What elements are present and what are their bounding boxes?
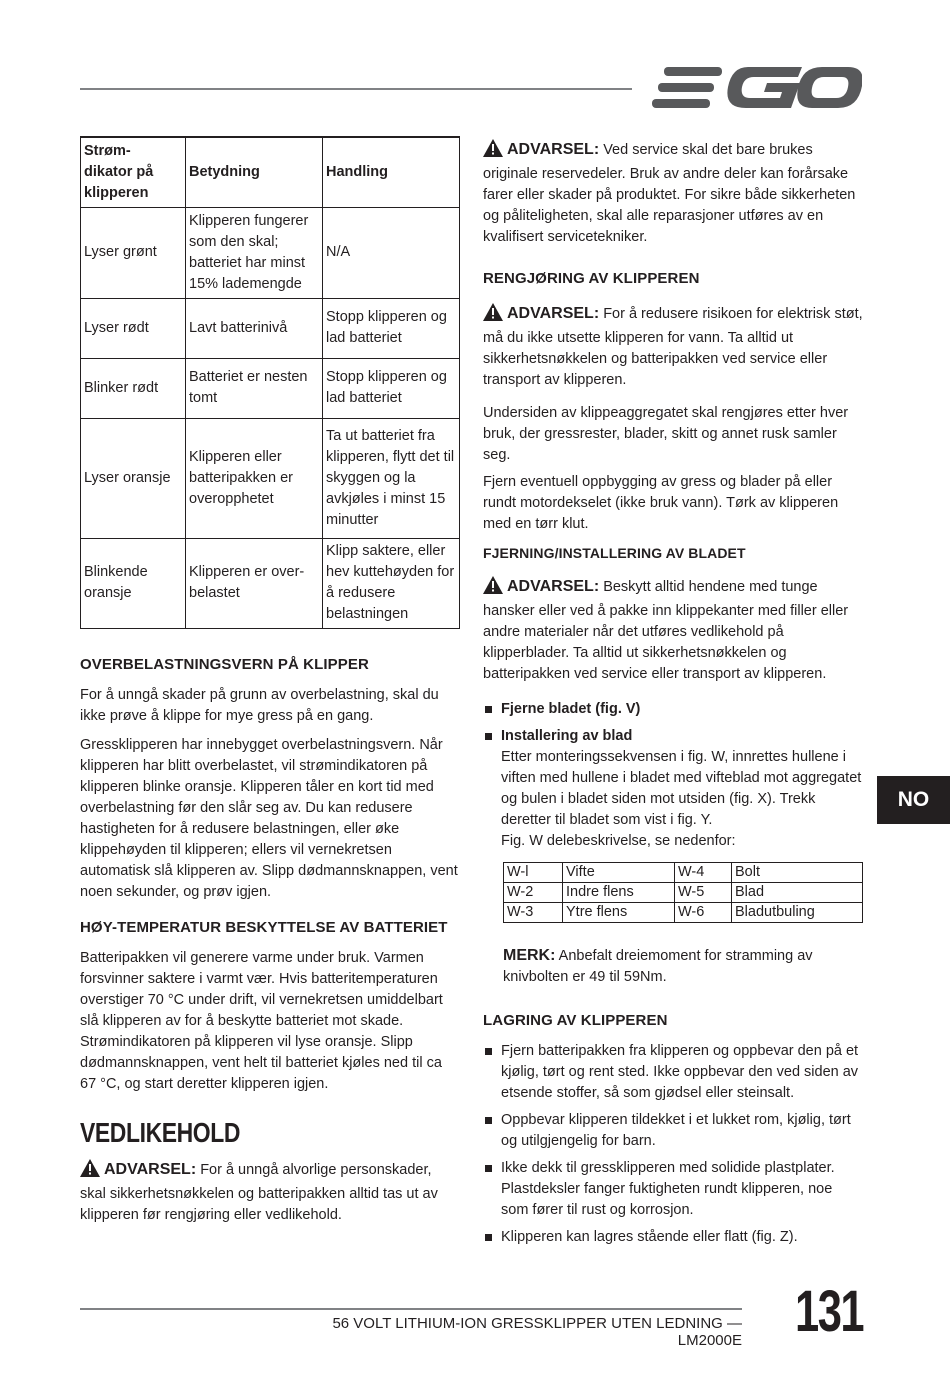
left-column	[80, 654, 458, 1226]
overload-paragraph-1: For å unngå skader på grunn av overbelastning, skal du ikke prøve å klippe for mye gress på en gang.	[80, 687, 439, 724]
table-row	[81, 538, 460, 628]
table-cell: W-2	[504, 883, 563, 903]
warning-text: Beskytt alltid hendene med tunge hansker eller ved å pakke inn klippekanter med filler eller andre materialer når det utføres vedlikehold på klipperblader. Ta alltid ut sikkerhetsnøkkelen og batteripakken ved service eller transport av klipperen.	[483, 579, 849, 682]
table-header-cell: Strøm- dikator på klipperen	[81, 137, 186, 207]
table-row	[504, 863, 863, 883]
service-warning	[483, 139, 863, 248]
temp-heading: HØY-TEMPERATUR BESKYTTELSE AV BATTERIET	[80, 919, 448, 936]
warning-text: For å redusere risikoen for elektrisk støt, må du ikke utsette klipperen for vann. Ta alltid ut sikkerhetsnøkkelen og batteripakken ved service eller transport av klipperen.	[483, 306, 863, 388]
indicator-table	[80, 136, 460, 629]
table-cell: N/A	[323, 207, 460, 298]
warning-icon	[483, 303, 503, 328]
temp-paragraph: Batteripakken vil generere varme under bruk. Varmen forsvinner saktere i varmt vær. Hvis batteritemperaturen overstiger 70 °C under drift, vil vernekretsen umiddelbart slå klipperen av for å beskytte batteriet mot skade. Strømindikatoren på klipperen vil lyse oransje. Slipp dødmannsknappen, vent helt til batteriet kjøles ned til ca 67 °C, og start deretter klipperen igjen.	[80, 950, 443, 1092]
warning-label: ADVARSEL:	[104, 1161, 197, 1178]
install-blade-item: Installering av blad	[483, 726, 863, 747]
table-header-row	[81, 137, 460, 207]
list-item: Oppbevar klipperen tildekket i et lukket rom, kjølig, tørt og utilgjengelig for barn.	[483, 1110, 863, 1152]
maintenance-warning	[80, 1159, 458, 1226]
right-column	[483, 139, 863, 1248]
table-cell: Klipp saktere, eller hev kuttehøyden for å redusere belastningen	[323, 538, 460, 628]
table-cell: Blad	[732, 883, 863, 903]
table-cell: Bladutbuling	[732, 903, 863, 923]
parts-table	[503, 862, 863, 923]
torque-note	[483, 945, 863, 988]
table-cell: Indre flens	[563, 883, 675, 903]
table-cell: Stopp klipperen og lad batteriet	[323, 358, 460, 418]
blade-heading: FJERNING/INSTALLERING AV BLADET	[483, 545, 746, 561]
warning-label: ADVARSEL:	[507, 578, 600, 595]
overload-heading: OVERBELASTNINGSVERN PÅ KLIPPER	[80, 656, 369, 673]
table-cell: Lyser oransje	[81, 418, 186, 538]
cleaning-paragraph-1: Undersiden av klippeaggregatet skal rengjøres etter hver bruk, der gressrester, blader, skitt og annet rusk samler seg.	[483, 405, 849, 463]
table-row	[81, 207, 460, 298]
ego-logo	[652, 64, 862, 112]
table-row	[81, 418, 460, 538]
table-cell: W-3	[504, 903, 563, 923]
list-item: Ikke dekk til gressklipperen med solidide plastplater. Plastdeksler fanger fuktigheten rundt klipperen, noe som fører til rust og korrosjon.	[483, 1158, 863, 1221]
table-row	[81, 298, 460, 358]
overload-paragraph-2: Gressklipperen har innebygget overbelastningsvern. Når klipperen har blitt overbelastet, vil strømindikatoren på klipperen blinke oransje. Klipperen tåler en kort tid med overbelastning før den slår seg av. Du kan redusere hastigheten for å redusere belastningen, eller øke klippehøyden til klipperen; ellers vil vernekretsen automatisk slå klipperen av. Slipp dødmannsknappen, vent noen sekunder, og prøv igjen.	[80, 737, 458, 900]
maintenance-heading: VEDLIKEHOLD	[80, 1117, 241, 1148]
note-text: Anbefalt dreiemoment for stramming av knivbolten er 49 til 59Nm.	[503, 948, 813, 985]
table-cell: Ytre flens	[563, 903, 675, 923]
table-cell: Bolt	[732, 863, 863, 883]
table-cell: Blinker rødt	[81, 358, 186, 418]
table-cell: Batteriet er nesten tomt	[186, 358, 323, 418]
table-cell: Lyser grønt	[81, 207, 186, 298]
table-header-cell: Betydning	[186, 137, 323, 207]
table-cell: Klipperen eller batteripakken er overopphetet	[186, 418, 323, 538]
table-row	[504, 883, 863, 903]
note-label: MERK:	[503, 947, 556, 964]
warning-text: For å unngå alvorlige personskader, skal sikkerhetsnøkkelen og batteripakken alltid tas ut av klipperen før rengjøring eller vedlikehold.	[80, 1162, 438, 1223]
table-cell: Lyser rødt	[81, 298, 186, 358]
language-tab: NO	[877, 776, 950, 824]
warning-label: ADVARSEL:	[507, 141, 600, 158]
footer-text: 56 VOLT LITHIUM-ION GRESSKLIPPER UTEN LEDNING — LM2000E	[332, 1315, 742, 1349]
install-blade-text: Etter monteringssekvensen i fig. W, innrettes hullene i viften med hullene i bladet med vifteblad mot aggregatet og bulen i bladet siden mot utsiden (fig. X). Trekk deretter til bladet som vist i fig. Y.	[501, 749, 862, 828]
warning-label: ADVARSEL:	[507, 305, 600, 322]
warning-icon	[483, 576, 503, 601]
table-cell: W-4	[675, 863, 732, 883]
cleaning-heading: RENGJØRING AV KLIPPEREN	[483, 270, 700, 287]
table-cell: W-l	[504, 863, 563, 883]
indicator-table-wrap	[80, 136, 460, 629]
page-number: 131	[795, 1279, 864, 1344]
table-cell: W-5	[675, 883, 732, 903]
table-row	[81, 358, 460, 418]
warning-text: Ved service skal det bare brukes originale reservedeler. Bruk av andre deler kan forårsake farer eller skader på produktet. For sikre både sikkerheten og påliteligheten, skal alle reparasjoner utføres av en kvalifisert servicetekniker.	[483, 142, 856, 245]
blade-warning	[483, 576, 863, 685]
table-cell: Ta ut batteriet fra klipperen, flytt det til skyggen og la avkjøles i minst 15 minutter	[323, 418, 460, 538]
warning-icon	[483, 139, 503, 164]
table-cell: Blinkende oransje	[81, 538, 186, 628]
list-item: Fjern batteripakken fra klipperen og oppbevar den på et kjølig, tørt og rent sted. Ikke oppbevar den ved siden av etsende stoffer, så som gjødsel eller steinsalt.	[483, 1041, 863, 1104]
storage-heading: LAGRING AV KLIPPEREN	[483, 1012, 668, 1029]
table-cell: Lavt batterinivå	[186, 298, 323, 358]
cleaning-warning	[483, 303, 863, 391]
header-rule	[80, 88, 632, 90]
table-header-cell: Handling	[323, 137, 460, 207]
footer-rule	[80, 1308, 742, 1310]
table-cell: Stopp klipperen og lad batteriet	[323, 298, 460, 358]
table-cell: Klipperen er over-belastet	[186, 538, 323, 628]
table-cell: W-6	[675, 903, 732, 923]
remove-blade-item: Fjerne bladet (fig. V)	[483, 699, 863, 720]
table-row	[504, 903, 863, 923]
warning-icon	[80, 1159, 100, 1184]
table-cell: Vifte	[563, 863, 675, 883]
cleaning-paragraph-2: Fjern eventuell oppbygging av gress og blader på eller rundt motordekselet (ikke bruk vann). Tørk av klipperen med en tørr klut.	[483, 474, 839, 532]
install-blade-text-2: Fig. W delebeskrivelse, se nedenfor:	[501, 833, 736, 849]
list-item: Klipperen kan lagres stående eller flatt (fig. Z).	[483, 1227, 863, 1248]
table-cell: Klipperen fungerer som den skal; batteriet har minst 15% lademengde	[186, 207, 323, 298]
